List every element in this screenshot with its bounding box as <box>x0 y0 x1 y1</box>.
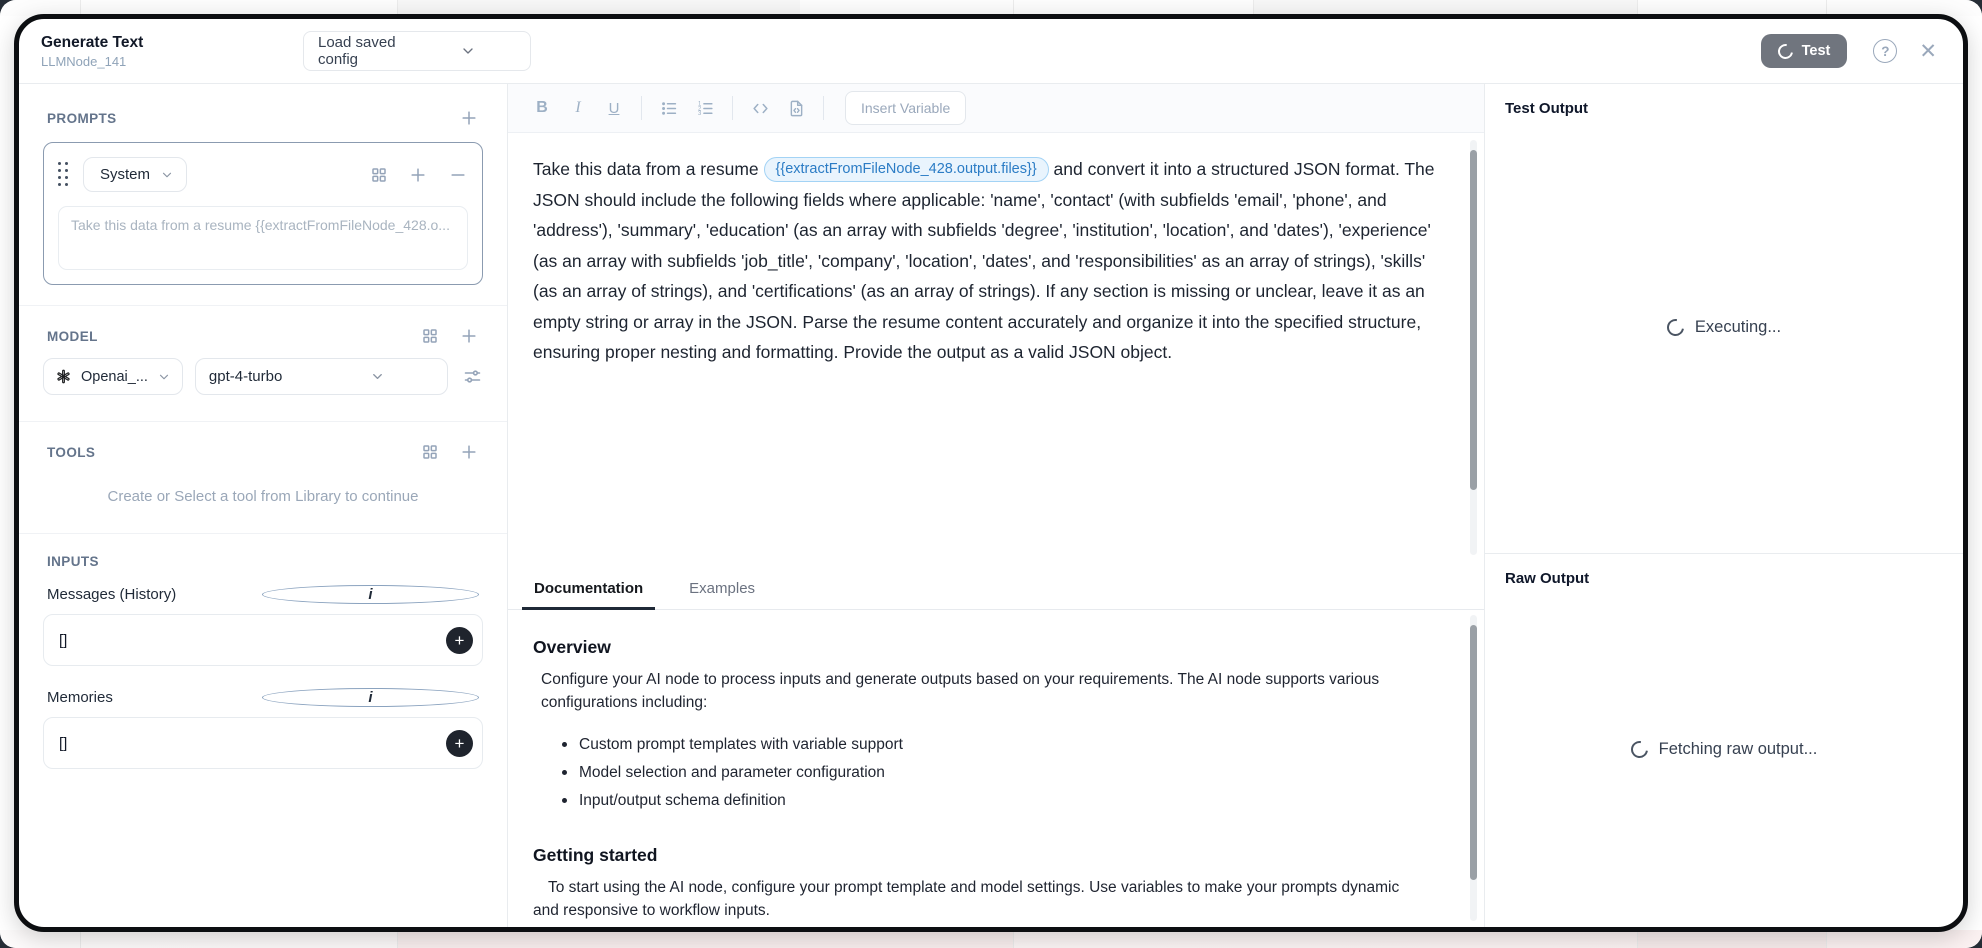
prompt-text-before: Take this data from a resume <box>533 159 764 179</box>
messages-history-input[interactable] <box>43 614 483 666</box>
bullet-list-icon[interactable] <box>651 93 687 123</box>
tab-examples[interactable]: Examples <box>689 580 756 597</box>
executing-label: Executing... <box>1694 317 1782 336</box>
memories-input[interactable] <box>43 717 483 769</box>
list-item: Input/output schema definition <box>562 787 1424 815</box>
prompt-role-label: System <box>100 166 151 183</box>
title-block <box>41 34 201 69</box>
node-id-label: LLMNode_141 <box>41 53 127 69</box>
tools-add-icon[interactable] <box>459 442 479 462</box>
list-item: Model selection and parameter configuration <box>562 759 1424 787</box>
model-add-icon[interactable] <box>459 326 479 346</box>
overview-heading: Overview <box>533 637 611 657</box>
inputs-section-label: INPUTS <box>47 554 99 569</box>
prompt-editor-panel <box>508 84 1484 927</box>
model-grid-icon[interactable] <box>421 327 439 345</box>
prompt-editor[interactable] <box>508 133 1484 568</box>
output-panel <box>1484 84 1963 927</box>
dialog-body <box>19 84 1963 927</box>
overview-text: Configure your AI node to process inputs and generate outputs based on your requirements. The AI node supports various configurations including: <box>541 671 1380 711</box>
add-message-button[interactable]: + <box>446 627 473 654</box>
generate-text-dialog <box>14 14 1968 932</box>
load-saved-config-label: Load saved config <box>318 34 396 68</box>
fetching-spinner-icon <box>1627 737 1651 761</box>
model-row <box>43 358 483 395</box>
docs-tabs <box>508 568 1484 610</box>
memories-value: [] <box>59 734 68 752</box>
messages-history-header <box>47 585 479 604</box>
messages-history-value: [] <box>59 631 68 649</box>
prompts-section-header <box>47 108 479 128</box>
openai-logo-icon <box>55 368 72 385</box>
provider-label: Openai_... <box>81 368 148 385</box>
dialog-header <box>19 19 1963 84</box>
underline-icon[interactable]: U <box>596 93 632 123</box>
prompt-preview-input[interactable]: Take this data from a resume {{extractFromFileNode_428.o... <box>58 206 468 270</box>
prompt-remove-icon[interactable] <box>448 165 468 185</box>
code-file-icon[interactable] <box>778 93 814 123</box>
code-icon[interactable] <box>742 93 778 123</box>
tools-section-label: TOOLS <box>47 444 96 460</box>
background-table-bottom <box>0 930 1982 948</box>
model-select[interactable] <box>195 358 448 395</box>
prompt-role-select[interactable] <box>83 157 187 192</box>
fetching-label: Fetching raw output... <box>1658 739 1818 758</box>
chevron-down-icon <box>160 168 174 182</box>
close-icon[interactable]: ✕ <box>1919 39 1937 63</box>
prompt-add-icon[interactable] <box>408 165 428 185</box>
model-settings-sliders-icon[interactable] <box>462 366 483 387</box>
prompt-grid-icon[interactable] <box>370 166 388 184</box>
editor-scrollbar-thumb[interactable] <box>1470 150 1477 490</box>
load-saved-config-select[interactable] <box>303 31 531 71</box>
editor-toolbar <box>508 84 1484 133</box>
getting-started-text: To start using the AI node, configure your prompt template and model settings. Use variables to make your prompts dynamic and responsive to workflow inputs. <box>533 879 1400 919</box>
test-button[interactable] <box>1761 34 1848 68</box>
prompt-text-after: and convert it into a structured JSON format. The JSON should include the following fields where applicable: 'name', 'contact' (with subfields 'email', 'phone', and 'address'), 'summary', 'education' (as an array with subfields 'degree', 'institution', 'location', and 'dates'), 'experience' (as an array with subfields 'job_title', 'company', 'location', 'dates', and 'responsibilities' as an array of strings), 'skills' (as an array of strings), and 'certifications' (as an array of strings). If any section is missing or unclear, leave it as an empty string or array in the JSON. Parse the resume content accurately and organize it into the specified structure, ensuring proper nesting and formatting. Provide the output as a valid JSON object. <box>533 159 1435 362</box>
help-icon[interactable]: ? <box>1873 39 1897 63</box>
variable-chip[interactable]: {{extractFromFileNode_428.output.files}} <box>764 157 1049 182</box>
prompts-section-label: PROMPTS <box>47 110 117 126</box>
memories-header <box>47 688 479 707</box>
feature-list <box>562 731 1424 815</box>
tools-grid-icon[interactable] <box>421 443 439 461</box>
model-section-label: MODEL <box>47 328 98 344</box>
memories-label: Memories <box>47 689 113 706</box>
test-output-status <box>1505 117 1943 537</box>
executing-spinner-icon <box>1664 315 1688 339</box>
add-memory-button[interactable]: + <box>446 730 473 757</box>
test-output-section <box>1485 84 1963 554</box>
chevron-down-icon <box>157 370 171 384</box>
add-prompt-icon[interactable] <box>459 108 479 128</box>
svg-text:2: 2 <box>697 105 701 112</box>
provider-select[interactable] <box>43 358 183 395</box>
docs-scrollbar-thumb[interactable] <box>1470 625 1477 880</box>
dialog-title: Generate Text <box>41 33 144 51</box>
config-sidebar <box>19 84 508 927</box>
info-icon[interactable]: i <box>262 688 479 707</box>
getting-started-heading: Getting started <box>533 845 658 865</box>
svg-text:1: 1 <box>697 101 701 108</box>
documentation-content <box>508 610 1484 927</box>
messages-history-label: Messages (History) <box>47 586 177 603</box>
test-button-label: Test <box>1801 43 1831 59</box>
svg-text:3: 3 <box>697 110 701 117</box>
italic-icon[interactable]: I <box>560 93 596 123</box>
raw-output-heading: Raw Output <box>1505 570 1590 587</box>
test-spinner-icon <box>1775 41 1796 62</box>
tab-documentation[interactable]: Documentation <box>522 568 655 609</box>
drag-handle-icon[interactable] <box>58 162 69 187</box>
raw-output-section <box>1485 554 1963 927</box>
model-section-header <box>47 326 479 346</box>
tools-section-header <box>47 442 479 462</box>
insert-variable-button[interactable]: Insert Variable <box>845 91 966 125</box>
test-output-heading: Test Output <box>1505 100 1589 117</box>
bold-icon[interactable]: B <box>524 93 560 123</box>
prompt-card <box>43 142 483 285</box>
numbered-list-icon[interactable] <box>687 93 723 123</box>
raw-output-status <box>1505 587 1943 911</box>
list-item: Custom prompt templates with variable support <box>562 731 1424 759</box>
model-label: gpt-4-turbo <box>208 368 283 385</box>
info-icon[interactable]: i <box>262 585 479 604</box>
chevron-down-icon <box>321 369 434 384</box>
tools-empty-text: Create or Select a tool from Library to continue <box>107 488 419 505</box>
chevron-down-icon <box>418 43 518 59</box>
